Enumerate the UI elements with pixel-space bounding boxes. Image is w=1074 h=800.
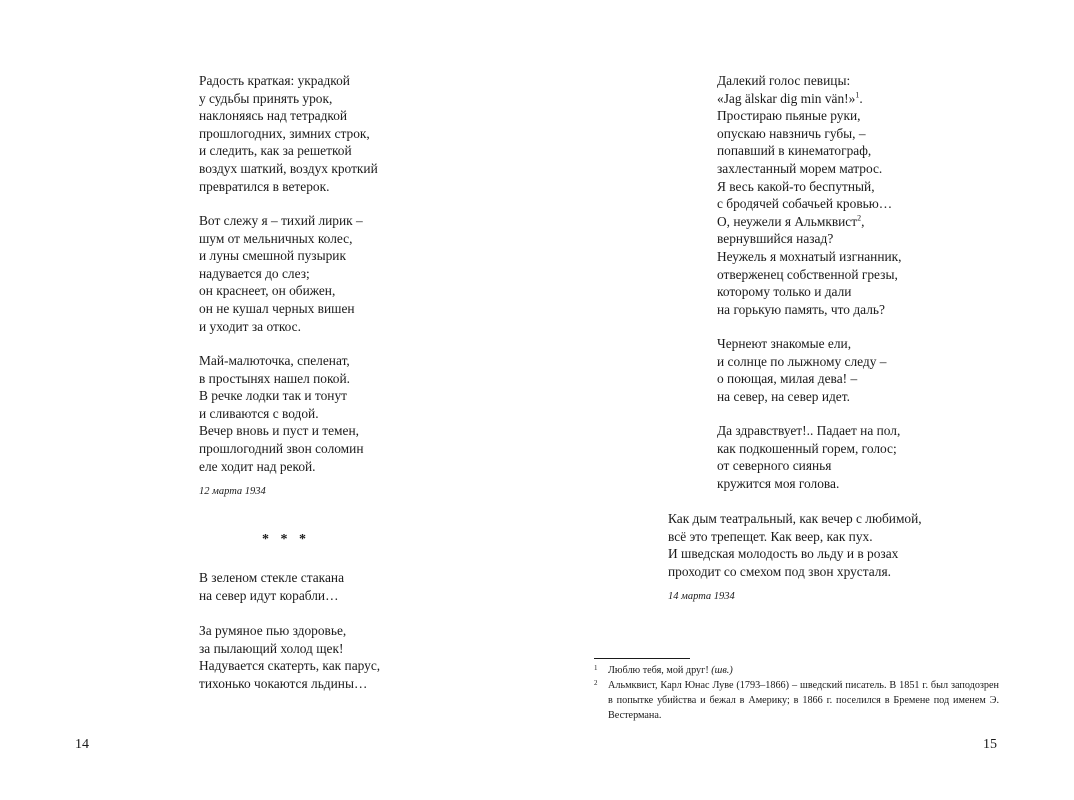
- poem-line: и сливаются с водой.: [199, 405, 319, 421]
- poem-line: надувается до слез;: [199, 265, 310, 281]
- footnote-2: [594, 678, 999, 723]
- poem-line: с бродячей собачьей кровью…: [717, 196, 893, 212]
- poem-line: попавший в кинематограф,: [717, 143, 872, 159]
- poem-line: вернувшийся назад?: [717, 231, 834, 247]
- poem-line: Как дым театральный, как вечер с любимой,: [668, 511, 922, 526]
- poem-line: на горькую память, что даль?: [717, 301, 885, 317]
- footnote-number: 2: [594, 679, 598, 687]
- poem-line: и уходит за откос.: [199, 318, 301, 334]
- poem-line: Я весь какой-то беспутный,: [717, 178, 875, 194]
- footnote-ref-2[interactable]: 2: [857, 213, 862, 223]
- poem-line: он не кушал черных вишен: [199, 300, 355, 316]
- poem-line-with-footnote: [717, 213, 902, 231]
- page-number-left: 14: [75, 737, 89, 752]
- right-page: [537, 0, 1074, 800]
- poem-line: тихонько чокаются льдины…: [199, 675, 368, 691]
- poem1-stanza-2: [199, 212, 363, 335]
- poem-line: И шведская молодость во льду и в розах: [668, 546, 899, 562]
- poem-line: которому только и дали: [717, 284, 852, 300]
- poem-line: всё это трепещет. Как веер, как пух.: [668, 528, 873, 544]
- poem-line: за пылающий холод щек!: [199, 640, 344, 656]
- punctuation: ,: [861, 213, 865, 229]
- poem-line: в простынях нашел покой.: [199, 370, 351, 386]
- poem-line: от северного сиянья: [717, 458, 832, 474]
- footnote-ref-1[interactable]: 1: [855, 90, 860, 100]
- poem-line: у судьбы принять урок,: [199, 90, 333, 106]
- poem-line: Вот слежу я – тихий лирик –: [199, 213, 363, 228]
- poem-line: проходит со смехом под звон хрусталя.: [668, 563, 891, 579]
- poem-line: Май-малюточка, спеленат,: [199, 353, 350, 368]
- poem-line: отверженец собственной грезы,: [717, 266, 898, 282]
- poem-line: и солнце по лыжному следу –: [717, 353, 887, 369]
- poem-line: прошлогодних, зимних строк,: [199, 125, 370, 141]
- poem-line: воздух шаткий, воздух кроткий: [199, 160, 378, 176]
- poem-line: еле ходит над рекой.: [199, 458, 316, 474]
- quoted-song: «Jag älskar dig min vän!»: [717, 90, 856, 106]
- poem-line: о поющая, милая дева! –: [717, 371, 858, 387]
- poem-line: Радость краткая: украдкой: [199, 73, 350, 88]
- poem3-stanza-3: [717, 422, 900, 492]
- poem-line: Чернеют знакомые ели,: [717, 336, 852, 351]
- footnote-1: [594, 663, 999, 678]
- poem1-stanza-1: [199, 72, 378, 195]
- footnote-number: 1: [594, 664, 598, 672]
- footnote-text: Альмквист, Карл Юнас Луве (1793–1866) – шведский писатель. В 1851 г. был заподозрен в попытке убийства и бежал в Америку; в 1866 г. поселился в Бремене под именем Э. Вестермана.: [608, 680, 999, 721]
- poem-line: на север, на север идет.: [717, 388, 850, 404]
- poem-line: захлестанный морем матрос.: [717, 160, 883, 176]
- poem-line: За румяное пью здоровье,: [199, 623, 347, 638]
- poem3-stanza-4: [668, 510, 922, 580]
- poem-line: Вечер вновь и пуст и темен,: [199, 423, 359, 439]
- poem-line: шум от мельничных колес,: [199, 230, 353, 246]
- poem-line: прошлогодний звон соломин: [199, 440, 364, 456]
- poem-line: Простираю пьяные руки,: [717, 108, 861, 124]
- poem-line: В зеленом стекле стакана: [199, 570, 345, 585]
- poem1-date: 12 марта 1934: [199, 486, 266, 497]
- poem-line: Неужель я мохнатый изгнанник,: [717, 248, 902, 264]
- page-number-right: 15: [983, 737, 997, 752]
- poem-line: и луны смешной пузырик: [199, 248, 346, 264]
- poem-line: В речке лодки так и тонут: [199, 388, 348, 404]
- poem-line: Далекий голос певицы:: [717, 73, 851, 88]
- poem1-stanza-3: [199, 352, 364, 475]
- poem-line: на север идут корабли…: [199, 587, 339, 603]
- poem-line: он краснеет, он обижен,: [199, 283, 336, 299]
- poem-line: и следить, как за решеткой: [199, 143, 352, 159]
- poem3-stanza-2: [717, 335, 887, 405]
- poem-line-text: О, неужели я Альмквист: [717, 213, 858, 229]
- poem2-stanza-1: [199, 569, 344, 604]
- poem-line: опускаю навзничь губы, –: [717, 125, 866, 141]
- footnote-text-body: Люблю тебя, мой друг!: [608, 665, 709, 676]
- punctuation: .: [859, 90, 863, 106]
- footnote-language: (шв.): [711, 665, 733, 676]
- poem-line: Да здравствует!.. Падает на пол,: [717, 423, 901, 438]
- poem3-stanza-1: [717, 72, 902, 318]
- poem3-date: 14 марта 1934: [668, 591, 735, 602]
- poem-line-with-footnote: [717, 90, 902, 108]
- poem2-stanza-2: [199, 622, 380, 692]
- poem-line: как подкошенный горем, голос;: [717, 440, 897, 456]
- poem-separator: * * *: [262, 532, 310, 547]
- poem-line: превратился в ветерок.: [199, 178, 330, 194]
- poem-line: кружится моя голова.: [717, 475, 840, 491]
- footnote-divider: [594, 658, 690, 659]
- poem-line: наклоняясь над тетрадкой: [199, 108, 348, 124]
- footnote-text: [608, 663, 999, 678]
- poem-line: Надувается скатерть, как парус,: [199, 658, 381, 674]
